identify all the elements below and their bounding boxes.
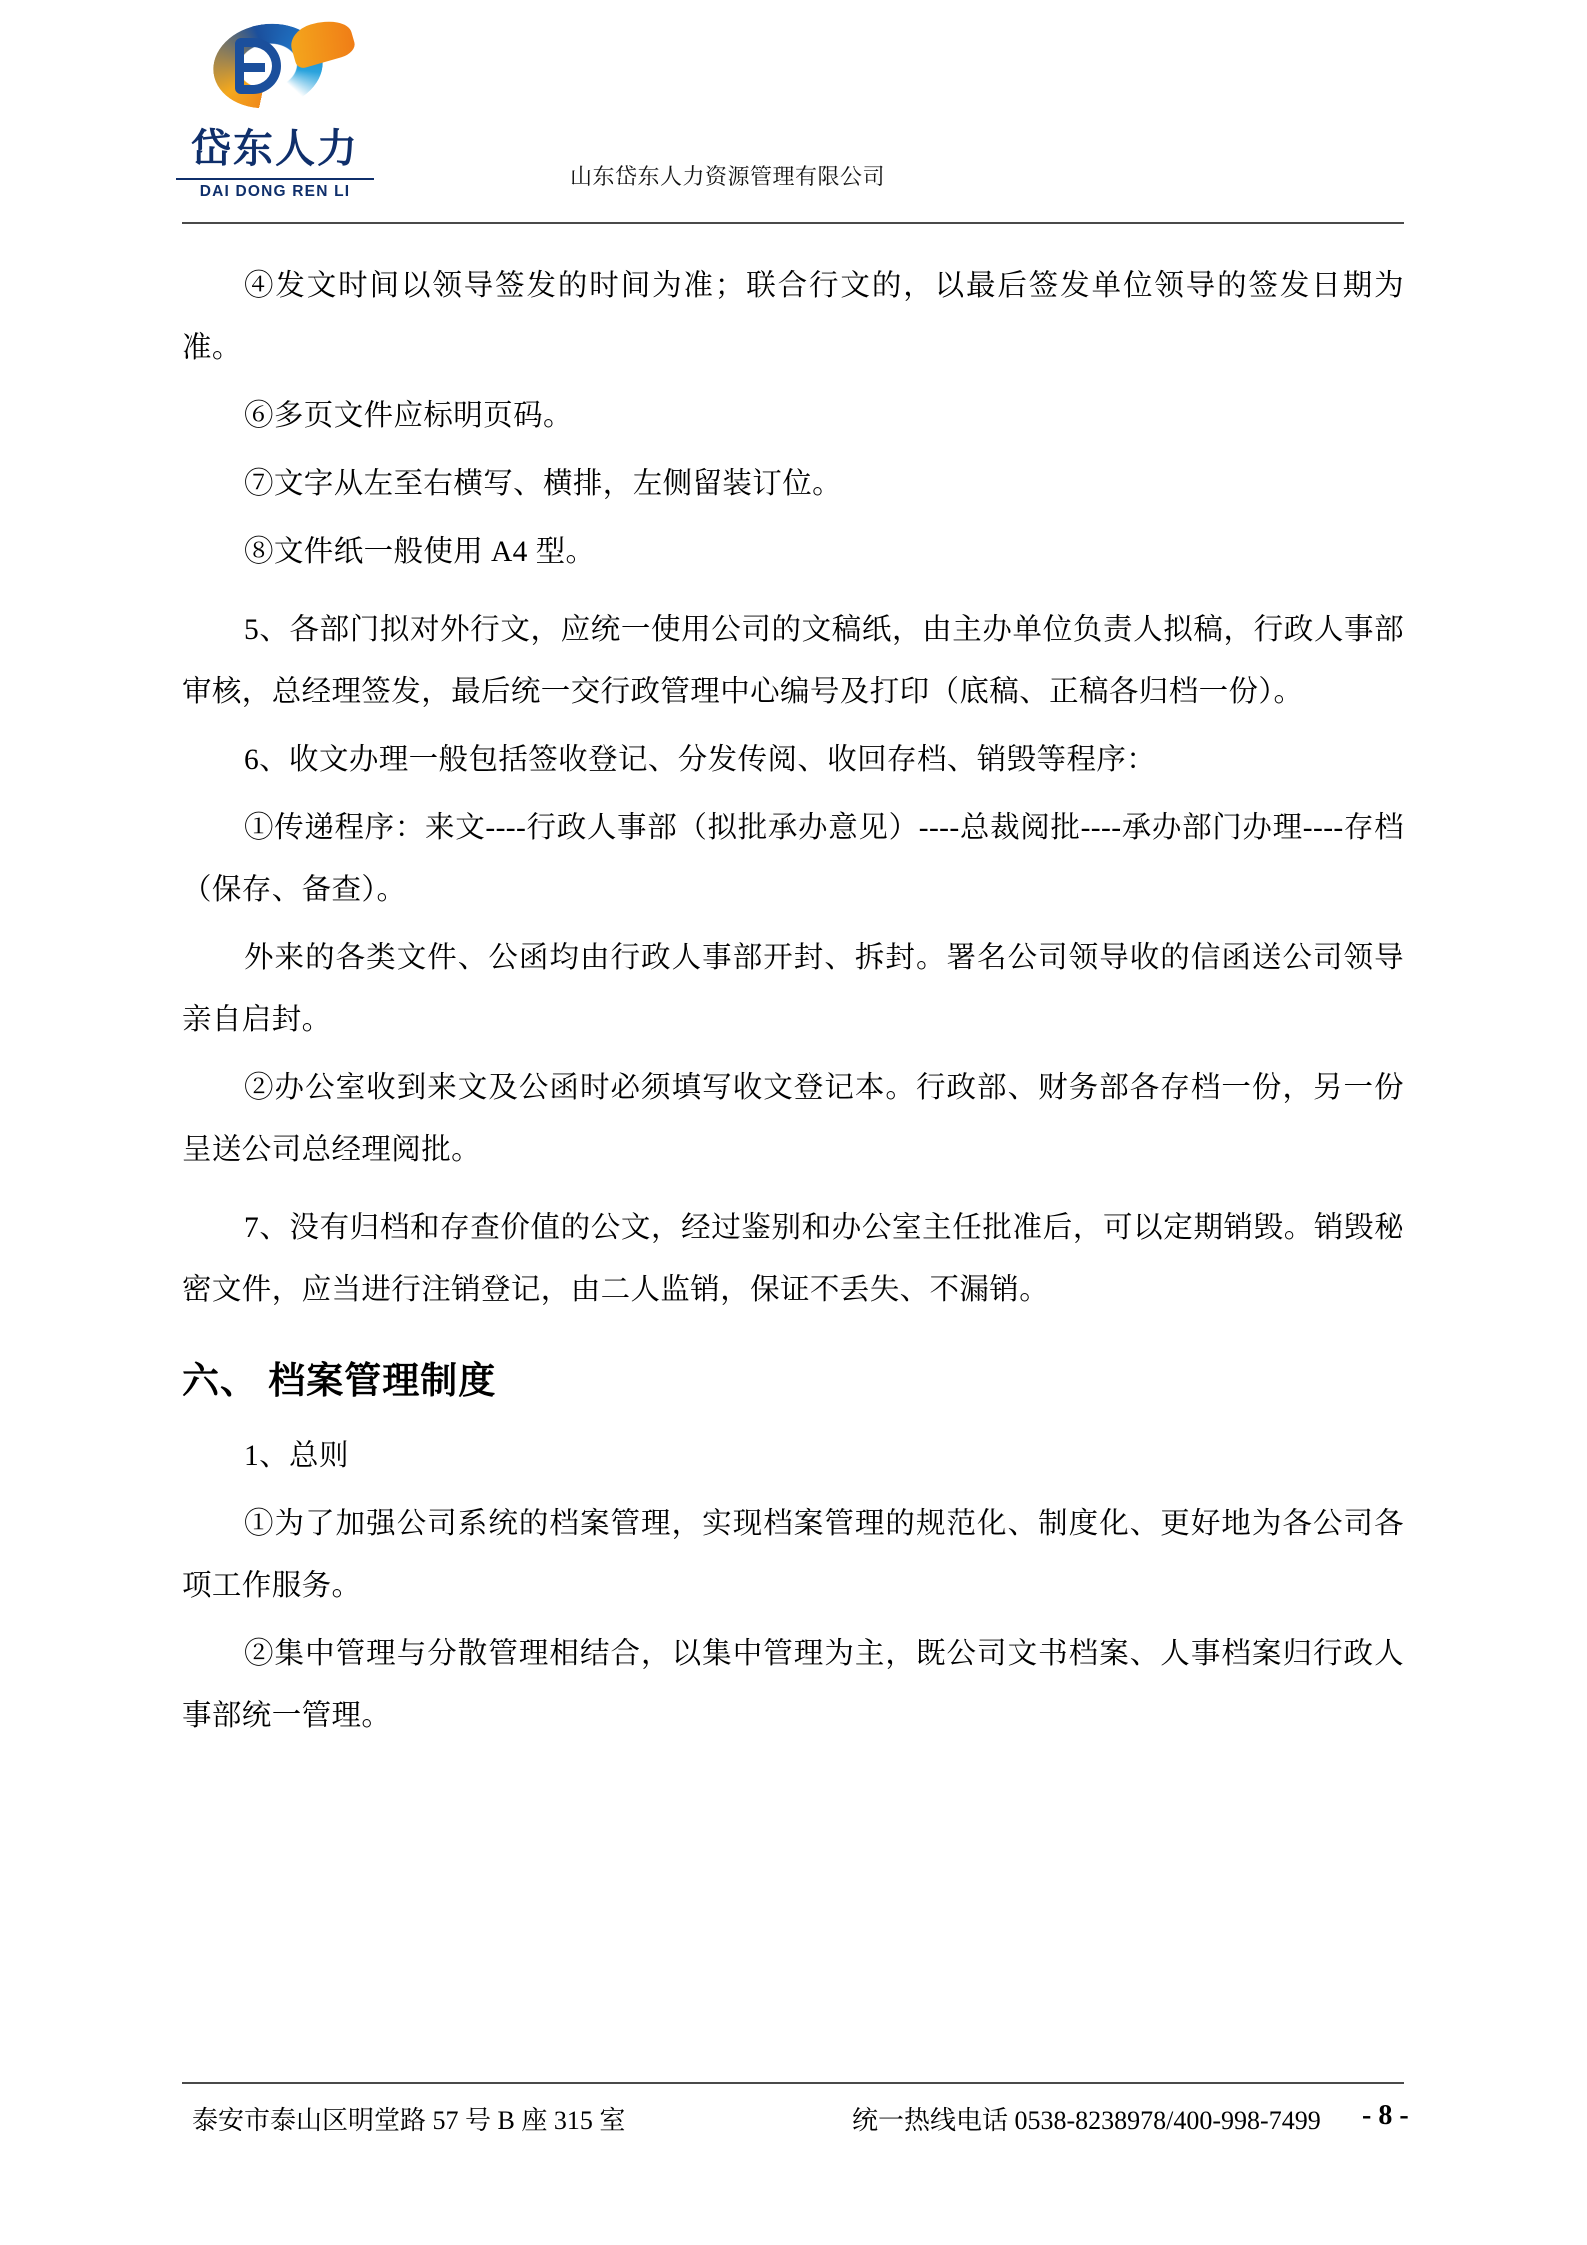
logo-swoosh-tail-icon <box>286 14 357 70</box>
paragraph: 1、总则 <box>244 1440 349 1472</box>
footer-divider <box>182 2082 1404 2084</box>
footer-hotline: 统一热线电话 0538-8238978/400-998-7499 <box>852 2106 1321 2135</box>
page-header <box>0 0 1587 230</box>
footer-page-number: - 8 - <box>1362 2100 1409 2131</box>
header-divider <box>182 222 1404 224</box>
paragraph: ⑧文件纸一般使用 A4 型。 <box>244 536 596 568</box>
spacer <box>182 589 1404 599</box>
paragraph: ①为了加强公司系统的档案管理，实现档案管理的规范化、制度化、更好地为各公司各项工作服务。 <box>182 1508 1404 1602</box>
paragraph: ⑥多页文件应标明页码。 <box>244 400 573 432</box>
paragraph: 外来的各类文件、公函均由行政人事部开封、拆封。署名公司领导收的信函送公司领导亲自启封。 <box>182 942 1404 1036</box>
paragraph: 7、没有归档和存查价值的公文，经过鉴别和办公室主任批准后，可以定期销毁。销毁秘密文件，应当进行注销登记，由二人监销，保证不丢失、不漏销。 <box>182 1212 1404 1306</box>
paragraph: ②集中管理与分散管理相结合，以集中管理为主，既公司文书档案、人事档案归行政人事部统一管理。 <box>182 1638 1404 1732</box>
paragraph: ②办公室收到来文及公函时必须填写收文登记本。行政部、财务部各存档一份，另一份呈送公司总经理阅批。 <box>182 1072 1404 1166</box>
logo-english-text: DAI DONG REN LI <box>176 178 374 201</box>
page-footer <box>182 2092 1452 2152</box>
paragraph: 6、收文办理一般包括签收登记、分发传阅、收回存档、销毁等程序： <box>244 744 1157 776</box>
paragraph: ⑦文字从左至右横写、横排，左侧留装订位。 <box>244 468 843 500</box>
document-content <box>182 255 1404 1753</box>
footer-address: 泰安市泰山区明堂路 57 号 B 座 315 室 <box>192 2106 626 2135</box>
logo-chinese-text: 岱东人力 <box>191 127 359 171</box>
paragraph: ①传递程序：来文----行政人事部（拟批承办意见）----总裁阅批----承办部门办理----存档（保存、备查）。 <box>182 812 1404 906</box>
company-name: 山东岱东人力资源管理有限公司 <box>570 164 886 189</box>
spacer <box>182 1187 1404 1197</box>
logo-mark-icon <box>183 18 368 113</box>
paragraph: 5、各部门拟对外行文，应统一使用公司的文稿纸，由主办单位负责人拟稿，行政人事部审核，总经理签发，最后统一交行政管理中心编号及打印（底稿、正稿各归档一份）。 <box>182 614 1404 708</box>
paragraph: ④发文时间以领导签发的时间为准；联合行文的，以最后签发单位领导的签发日期为准。 <box>182 270 1404 364</box>
company-logo <box>160 18 390 198</box>
section-heading: 六、 档案管理制度 <box>182 1361 497 1402</box>
